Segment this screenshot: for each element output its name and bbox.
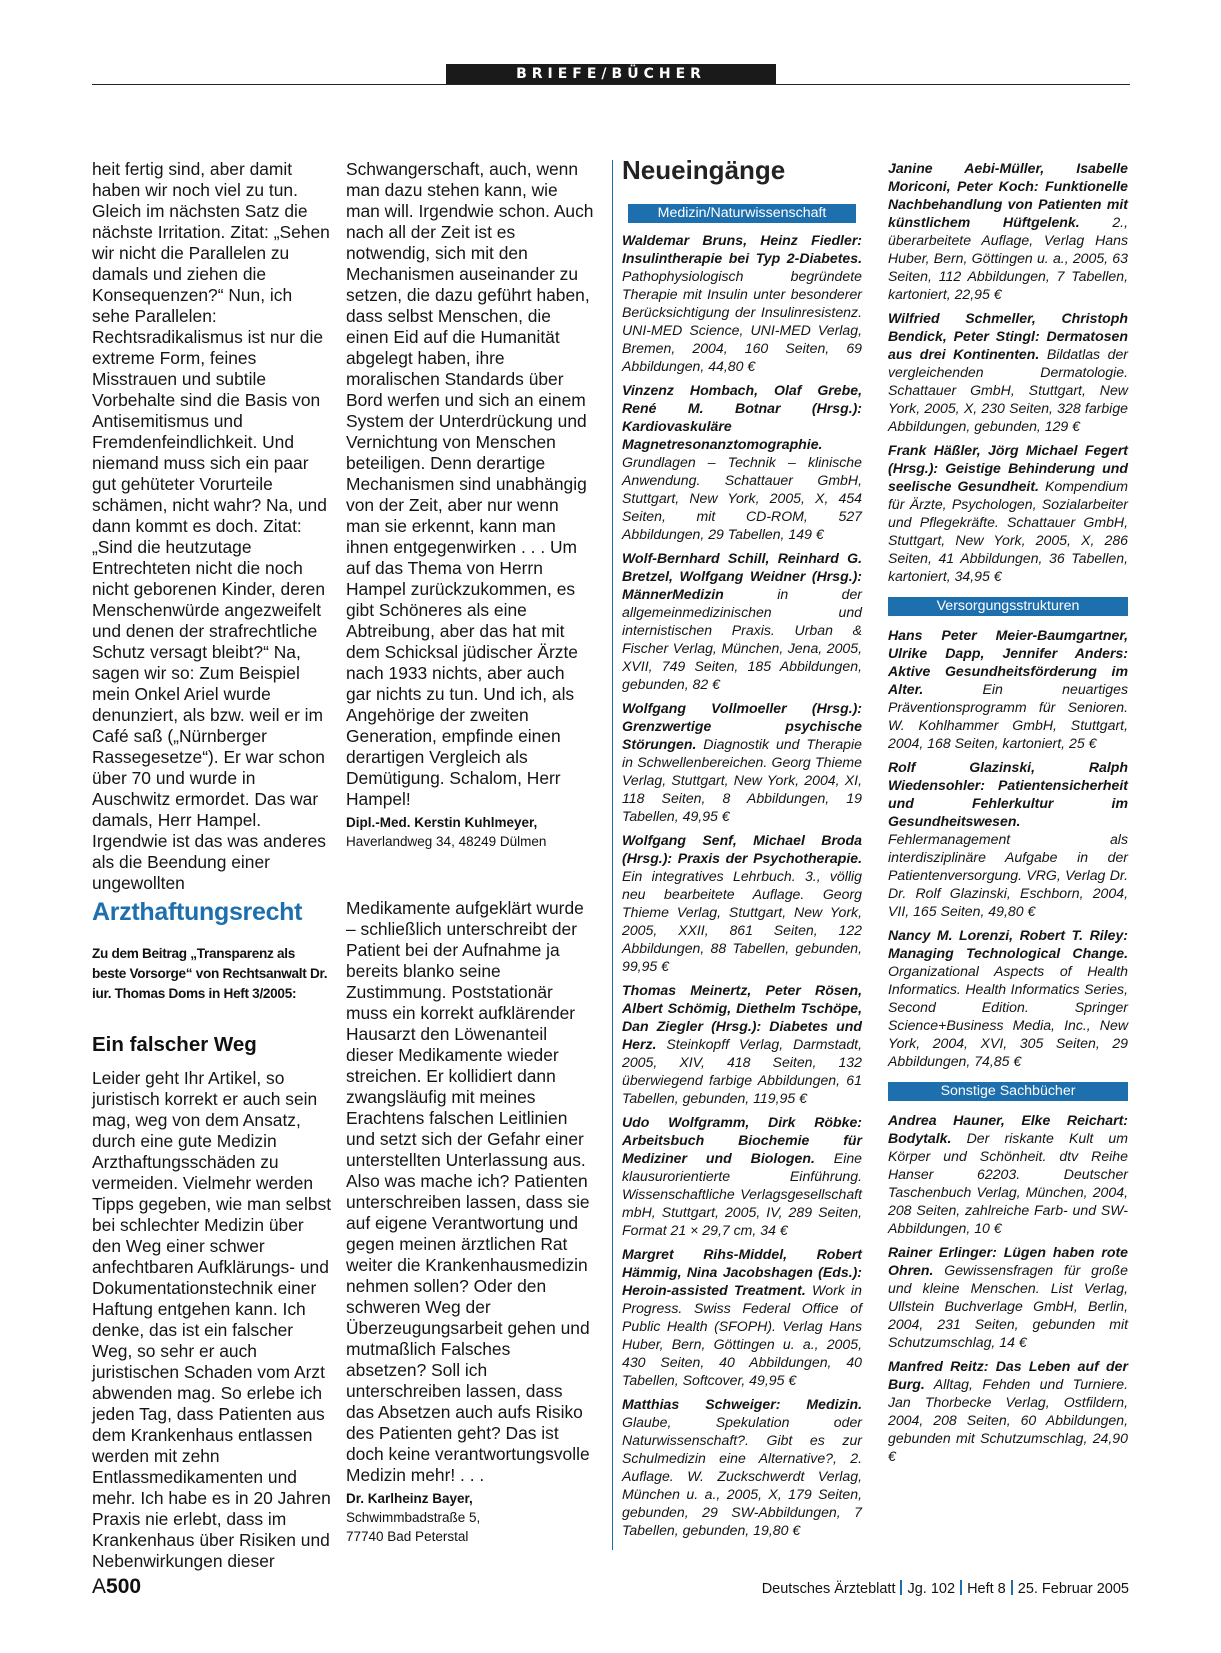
book-entry: [888, 926, 1128, 1070]
book-entry: [888, 1111, 1128, 1237]
book-entry-title: Andrea Hauner, Elke Reichart: Bodytalk.: [888, 1112, 1128, 1146]
article-signature-address-1: Schwimmbadstraße 5,: [346, 1510, 481, 1525]
book-entry-details: Eine klausurorientierte Einführung. Wissenschaftliche Verlagsgesellschaft mbH, Stuttgart, 2005, IV, 289 Seiten, Format 21 × 29,7 cm, 34 €: [622, 1150, 863, 1238]
books-column-1: [622, 204, 862, 1545]
article-column-1: [92, 1068, 332, 1572]
book-entry-title: Hans Peter Meier-Baumgartner, Ulrike Dapp, Jennifer Anders: Aktive Gesundheitsförderung im Alter.: [888, 627, 1128, 697]
journal-volume: Jg. 102: [907, 1581, 956, 1597]
book-entry-title: Manfred Reitz: Das Leben auf der Burg.: [888, 1358, 1128, 1392]
article-heading: Arzthaftungsrecht: [92, 898, 303, 926]
book-entry-title: Waldemar Bruns, Heinz Fiedler: Insulintherapie bei Typ 2-Diabetes.: [622, 232, 862, 266]
article-intro: Zu dem Beitrag „Transparenz als beste Vorsorge“ von Rechtsanwalt Dr. iur. Thomas Doms in Heft 3/2005:: [92, 946, 328, 1001]
book-entry-title: Rolf Glazinski, Ralph Wiedensohler: Patientensicherheit und Fehlerkultur im Gesundheitswesen.: [888, 759, 1128, 829]
book-entry-details: Alltag, Fehden und Turniere. Jan Thorbecke Verlag, Ostfildern, 2004, 208 Seiten, 60 Abbildungen, gebunden mit Schutzumschlag, 24,90 €: [888, 1376, 1128, 1464]
book-entry: [888, 1243, 1128, 1351]
book-entry-details: Kompendium für Ärzte, Psychologen, Sozialarbeiter und Pflegekräfte. Schattauer GmbH, Stuttgart, New York, 2005, X, 286 Seiten, 41 Abbildungen, 36 Tabellen, kartoniert, 34,95 €: [888, 478, 1128, 584]
article-text-2: Medikamente aufgeklärt wurde – schließlich unterschreibt der Patient bei der Aufnahme ja bereits blanko seine Zustimmung. Poststationär muss ein korrekt aufklärender Hausarzt den Löwenanteil dieser Medikamente wieder streichen. Er kollidiert dann zwangsläufig mit meines Erachtens falschen Leitlinien und setzt sich der Gefahr einer unterstellten Unterlassung aus. Also was mache ich? Patienten unterschreiben lassen, dass sie auf eigene Verantwortung und gegen meinen ärztlichen Rat weiter die Krankenhausmedizin nehmen sollen? Oder den schweren Weg der Überzeugungsarbeit gehen und mutmaßlich Falsches absetzen? Soll ich unterschreiben lassen, dass das Absetzen auch aufs Risiko des Patienten geht? Das ist doch keine verantwortungsvolle Medizin mehr! . . .: [346, 898, 590, 1485]
book-entry: [888, 758, 1128, 920]
book-entry-title: Nancy M. Lorenzi, Robert T. Riley: Managing Technological Change.: [888, 927, 1128, 961]
journal-issue: Heft 8: [967, 1581, 1006, 1597]
book-entry: [622, 549, 862, 693]
book-entry-details: Der riskante Kult um Körper und Schönheit. dtv Reihe Hanser 62203. Deutscher Taschenbuch Verlag, München, 2004, 208 Seiten, zahlreiche Farb- und SW-Abbildungen, 10 €: [888, 1130, 1128, 1236]
category-entries-medicine: [622, 231, 862, 1539]
book-entry: [888, 626, 1128, 752]
book-entry-title: Wolfgang Senf, Michael Broda (Hrsg.): Praxis der Psychotherapie.: [622, 832, 862, 866]
book-entry-title: Wolfgang Vollmoeller (Hrsg.): Grenzwertige psychische Störungen.: [622, 700, 862, 752]
letter1-signature-name: Dipl.-Med. Kerstin Kuhlmeyer,: [346, 815, 538, 830]
category-band-other-nonfiction: Sonstige Sachbücher: [888, 1082, 1128, 1101]
journal-footer: [762, 1580, 1129, 1597]
category-band-medicine: Medizin/Naturwissenschaft: [628, 204, 856, 223]
letter1-signature-address: Haverlandweg 34, 48249 Dülmen: [346, 834, 547, 849]
book-entry-title: Margret Rihs-Middel, Robert Hämmig, Nina Jacobshagen (Eds.): Heroin-assisted Treatment.: [622, 1246, 862, 1298]
article-signature-address-2: 77740 Bad Peterstal: [346, 1529, 469, 1544]
book-entry: [622, 231, 862, 375]
category-entries-care-structures: [888, 626, 1128, 1070]
book-entry-title: Thomas Meinertz, Peter Rösen, Albert Schömig, Diethelm Tschöpe, Dan Ziegler (Hrsg.): Diabetes und Herz.: [622, 982, 862, 1052]
book-entry: [888, 159, 1128, 303]
book-entry-details: 2., überarbeitete Auflage, Verlag Hans Huber, Bern, Göttingen u. a., 2005, 63 Seiten, 112 Abbildungen, 7 Tabellen, kartoniert, 22,95 €: [888, 214, 1128, 302]
category-entries-medicine-continued: [888, 159, 1128, 585]
book-entry-details: Grundlagen – Technik – klinische Anwendung. Schattauer GmbH, Stuttgart, New York, 2005, X, 454 Seiten, mit CD-ROM, 527 Abbildungen, 29 Tabellen, 149 €: [622, 454, 862, 542]
letter1-text-1: heit fertig sind, aber damit haben wir noch viel zu tun. Gleich im nächsten Satz die nächste Irritation. Zitat: „Sehen wir nicht die Parallelen zu damals und ziehen die Konsequenzen?“ Nun, ich sehe Parallelen: Rechtsradikalismus ist nur die extreme Form, feines Misstrauen und subtile Vorbehalte sind die Basis von Antisemitismus und Fremdenfeindlichkeit. Und niemand muss sich ein paar gut gehüteter Vorurteile schämen, nicht wahr? Na, und dann kommt es doch. Zitat: „Sind die heutzutage Entrechteten nicht die noch nicht geborenen Kinder, deren Menschenwürde angezweifelt und denen der strafrechtliche Schutz versagt bleibt?“ Na, sagen wir so: Zum Beispiel mein Onkel Ariel wurde denunziert, als bzw. weil er im Café saß („Nürnberger Rassegesetze“). Er war schon über 70 und wurde in Auschwitz ermordet. Das war damals, Herr Hampel. Irgendwie ist das was anderes als die Beendung einer ungewollten: [92, 159, 330, 893]
book-entry-title: Wilfried Schmeller, Christoph Bendick, Peter Stingl: Dermatosen aus drei Kontinenten.: [888, 310, 1128, 362]
letter1-text-2: Schwangerschaft, auch, wenn man dazu stehen kann, wie man will. Irgendwie schon. Auch nach all der Zeit ist es notwendig, sich mit den Mechanismen auseinander zu setzen, die dazu geführt haben, dass selbst Menschen, die einen Eid auf die Humanität abgelegt haben, ihre moralischen Standards über Bord werfen und sich an einem System der Unterdrückung und Vernichtung von Menschen beteiligen. Denn derartige Mechanismen sind unabhängig von der Zeit, aber nur wenn man sie erkennt, kann man ihnen entgegenwirken . . . Um auf das Thema von Herrn Hampel zurückzukommen, es gibt Schöneres als eine Abtreibung, aber das hat mit dem Schicksal jüdischer Ärzte nach 1933 nichts, aber auch gar nichts zu tun. Und ich, als Angehörige der zweiten Generation, empfinde einen derartigen Vergleich als Demütigung. Schalom, Herr Hampel!: [346, 159, 594, 809]
article-text-1: Leider geht Ihr Artikel, so juristisch korrekt er auch sein mag, weg von dem Ansatz, durch eine gute Medizin Arzthaftungsschäden zu vermeiden. Vielmehr werden Tipps gegeben, wie man selbst bei schlechter Medizin über den Weg einer schwer anfechtbaren Aufklärungs- und Dokumentationstechnik einer Haftung entgehen kann. Ich denke, das ist ein falscher Weg, so sehr er auch juristischen Schaden vom Arzt abwenden mag. So erlebe ich jeden Tag, dass Patienten aus dem Krankenhaus entlassen werden mit zehn Entlassmedikamenten und mehr. Ich habe es in 20 Jahren Praxis nie erlebt, dass im Krankenhaus über Risiken und Nebenwirkungen dieser: [92, 1068, 332, 1571]
page-prefix: A: [92, 1575, 107, 1598]
book-entry-title: Frank Häßler, Jörg Michael Fegert (Hrsg.): Geistige Behinderung und seelische Gesundheit.: [888, 442, 1128, 494]
page-number: [92, 1575, 141, 1599]
article-signature-name: Dr. Karlheinz Bayer,: [346, 1491, 473, 1506]
book-entry: [622, 699, 862, 825]
category-entries-other-nonfiction: [888, 1111, 1128, 1465]
journal-date: 25. Februar 2005: [1017, 1581, 1129, 1597]
book-entry-details: Steinkopff Verlag, Darmstadt, 2005, XIV, 418 Seiten, 132 überwiegend farbige Abbildungen, 61 Tabellen, gebunden, 119,95 €: [622, 1036, 862, 1106]
book-entry: [622, 1245, 862, 1389]
book-entry-title: Vinzenz Hombach, Olaf Grebe, René M. Botnar (Hrsg.): Kardiovaskuläre Magnetresonanztomographie.: [622, 382, 862, 452]
footer-separator: [960, 1580, 962, 1595]
book-entry-title: Udo Wolfgramm, Dirk Röbke: Arbeitsbuch Biochemie für Mediziner und Biologen.: [622, 1114, 862, 1166]
book-entry-details: Bildatlas der vergleichenden Dermatologie. Schattauer GmbH, Stuttgart, New York, 2005, X, 230 Seiten, 328 farbige Abbildungen, gebunden, 129 €: [888, 346, 1128, 434]
article-column-2: [346, 898, 594, 1546]
section-banner: BRIEFE/BÜCHER: [446, 64, 776, 85]
book-entry: [622, 1395, 862, 1539]
footer-separator: [900, 1580, 902, 1595]
book-entry-title: Rainer Erlinger: Lügen haben rote Ohren.: [888, 1244, 1128, 1278]
book-entry-details: Ein integratives Lehrbuch. 3., völlig neu bearbeitete Auflage. Georg Thieme Verlag, Stuttgart, New York, 2005, XXII, 861 Seiten, 122 Abbildungen, 88 Tabellen, gebunden, 99,95 €: [622, 868, 862, 974]
book-entry-title: Matthias Schweiger: Medizin.: [622, 1396, 862, 1412]
letter-title: Ein falscher Weg: [92, 1033, 257, 1056]
top-rule: [92, 84, 1130, 85]
book-entry-title: Janine Aebi-Müller, Isabelle Moriconi, Peter Koch: Funktionelle Nachbehandlung von Patienten mit künstlichem Hüftgelenk.: [888, 160, 1128, 230]
book-entry-details: Work in Progress. Swiss Federal Office of Public Health (SFOPH). Verlag Hans Huber, Bern, Göttingen u. a., 2005, 430 Seiten, 40 Abbildungen, 40 Tabellen, Softcover, 49,95 €: [622, 1282, 863, 1388]
letter1-column-2: [346, 159, 594, 851]
book-entry-details: Diagnostik und Therapie in Schwellenbereichen. Georg Thieme Verlag, Stuttgart, New York, 2004, XI, 118 Seiten, 8 Abbildungen, 19 Tabellen, 49,95 €: [622, 736, 862, 824]
book-entry: [622, 981, 862, 1107]
book-entry-details: Ein neuartiges Präventionsprogramm für Senioren. W. Kohlhammer GmbH, Stuttgart, 2004, 168 Seiten, kartoniert, 25 €: [888, 681, 1128, 751]
book-entry-details: Glaube, Spekulation oder Naturwissenschaft?. Gibt es zur Schulmedizin eine Alternative?, 2. Auflage. W. Zuckschwerdt Verlag, München u. a., 2005, X, 179 Seiten, gebunden, 29 SW-Abbildungen, 7 Tabellen, gebunden, 19,80 €: [622, 1414, 862, 1538]
books-column-2: [888, 159, 1128, 1471]
letter1-column-1: [92, 159, 332, 894]
book-entry: [888, 441, 1128, 585]
page-number-value: 500: [106, 1575, 142, 1598]
book-entry: [622, 1113, 862, 1239]
book-entry-title: Wolf-Bernhard Schill, Reinhard G. Bretzel, Wolfgang Weidner (Hrsg.): MännerMedizin: [622, 550, 862, 602]
books-divider: [612, 160, 613, 1550]
book-entry-details: Pathophysiologisch begründete Therapie mit Insulin unter besonderer Berücksichtigung der Insulinresistenz. UNI-MED Science, UNI-MED Verlag, Bremen, 2004, 160 Seiten, 69 Abbildungen, 44,80 €: [622, 268, 862, 374]
book-entry: [888, 309, 1128, 435]
journal-name: Deutsches Ärzteblatt: [761, 1581, 896, 1597]
book-entry-details: in der allgemeinmedizinischen und internistischen Praxis. Urban & Fischer Verlag, München, Jena, 2005, XVII, 749 Seiten, 185 Abbildungen, gebunden, 82 €: [622, 586, 862, 692]
book-entry: [622, 831, 862, 975]
books-title: Neueingänge: [622, 155, 786, 185]
footer-separator: [1011, 1580, 1013, 1595]
book-entry: [622, 381, 862, 543]
book-entry-details: Fehlermanagement als interdisziplinäre Aufgabe in der Patientenversorgung. VRG, Verlag Dr. Dr. Rolf Glazinski, Eschborn, 2004, VII, 165 Seiten, 49,80 €: [888, 831, 1128, 919]
book-entry-details: Gewissensfragen für große und kleine Menschen. List Verlag, Ullstein Buchverlage GmbH, Berlin, 2004, 231 Seiten, gebunden mit Schutzumschlag, 14 €: [888, 1262, 1128, 1350]
category-band-care-structures: Versorgungsstrukturen: [888, 597, 1128, 616]
book-entry: [888, 1357, 1128, 1465]
book-entry-details: Organizational Aspects of Health Informatics. Health Informatics Series, Second Edition. Springer Science+Business Media, Inc., New York, 2004, XVI, 305 Seiten, 29 Abbildungen, 74,85 €: [888, 963, 1128, 1069]
